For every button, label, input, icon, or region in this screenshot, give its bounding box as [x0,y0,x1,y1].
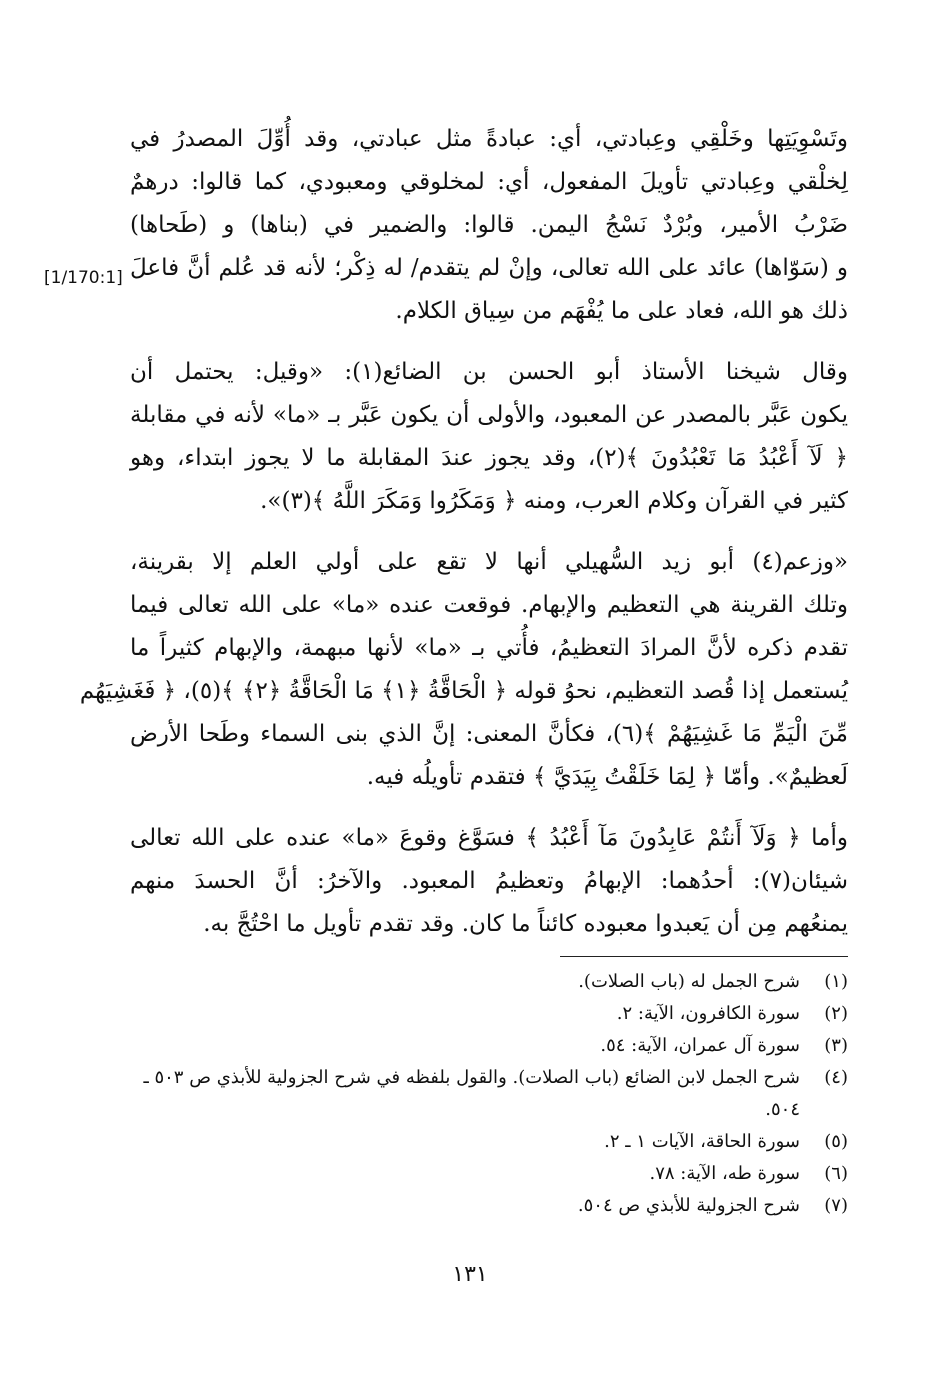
text-line: وقال شيخنا الأستاذ أبو الحسن بن الضائع(١): «وقيل: يحتمل أن [130,359,849,385]
paragraph-2 [130,351,848,523]
footnote-number: (٧) [824,1195,848,1216]
text-line: يكون عَبَّر بالمصدر عن المعبود، والأولى أن يكون عَبَّر بـ «ما» لأنه في مقابلة [130,402,848,428]
footnote-text: شرح الجمل لابن الضائع (باب الصلات). والقول بلفظه في شرح الجزولية للأبذي ص ٥٠٣ ـ ٥٠٤. [143,1067,800,1120]
paragraph-4 [130,817,848,946]
text-line: وأما ﴿ وَلَآ أَنتُمْ عَابِدُونَ مَآ أَعْبُدُ ﴾ فسَوَّغ وقوعَ «ما» عنده على الله تعالى [130,825,848,851]
text-line: كثير في القرآن وكلام العرب، ومنه ﴿ وَمَكَرُوا وَمَكَرَ اللَّهُ ﴾(٣)». [260,488,848,514]
footnote-text: سورة الكافرون، الآية: ٢. [616,1003,800,1024]
text-line: لِخلْقي وعِبادتي تأويلَ المفعول، أي: لمخلوقي ومعبودي، كما قالوا: درهمٌ [130,169,848,195]
text-line: يمنعُهم مِن أن يَعبدوا معبوده كائناً ما كان. وقد تقدم تأويل ما احْتُجَّ به. [203,911,848,937]
footnote-number: (٢) [824,1003,848,1024]
footnote [138,1190,848,1222]
footnote-text: شرح الجزولية للأبذي ص ٥٠٤. [577,1195,800,1216]
text-line: مِّنَ الْيَمِّ مَا غَشِيَهُمْ ﴾(٦)، فكأنَّ المعنى: إنَّ الذي بنى السماء وطَحا الأرض [130,721,848,747]
footnote-divider [560,956,848,957]
footnote-number: (٥) [824,1131,848,1152]
footnotes [138,966,848,1222]
footnote [138,998,848,1030]
text-line: ضَرْبُ الأمير، وبُرْدٌ نَسْجُ اليمن. قالوا: والضمير في (بناها) و (طَحاها) [130,212,848,238]
footnote [138,966,848,998]
footnote-text: شرح الجمل له (باب الصلات). [578,971,800,992]
footnote-number: (١) [824,971,848,992]
footnote [138,1126,848,1158]
text-line: «وزعم(٤) أبو زيد السُّهيلي أنها لا تقع على أولي العلم إلا بقرينة، [130,549,848,575]
footnote [138,1062,848,1126]
paragraph-3 [79,541,848,799]
footnote-number: (٣) [824,1035,848,1056]
text-line: شيئان(٧): أحدُهما: الإبهامُ وتعظيمُ المعبود. والآخرُ: أنَّ الحسدَ منهم [130,868,848,894]
footnote-text: سورة طه، الآية: ٧٨. [649,1163,800,1184]
footnote-number: (٤) [824,1067,848,1088]
text-line: ﴿ لَآ أَعْبُدُ مَا تَعْبُدُونَ ﴾(٢)، وقد يجوز عندَ المقابلة ما لا يجوز ابتداء، وهو [130,445,849,471]
footnote-text: سورة آل عمران، الآية: ٥٤. [600,1035,800,1056]
text-line: و (سَوّاها) عائد على الله تعالى، وإنْ لم يتقدم/ له ذِكْر؛ لأنه قد عُلم أنَّ فاعلَ [130,255,848,281]
footnote-text: سورة الحاقة، الآيات ١ ـ ٢. [604,1131,800,1152]
page-number: ١٣١ [452,1262,488,1287]
text-line: ذلك هو الله، فعاد على ما يُفْهَم من سِياق الكلام. [395,298,848,324]
margin-reference: [1/170:1] [44,268,123,288]
text-line: يُستعمل إذا قُصد التعظيم، نحوُ قوله ﴿ الْحَاقَّةُ ﴿١﴾ مَا الْحَاقَّةُ ﴿٢﴾ ﴾(٥)، ﴿ فَغَشِيَهُم [79,678,848,704]
text-line: وتلك القرينة هي التعظيم والإبهام. فوقعت عنده «ما» على الله تعالى فيما [130,592,848,618]
text-line: وتَسْوِيَتِها وخَلْقِي وعِبادتي، أي: عبادةً مثل عبادتي، وقد أُوِّلَ المصدرُ في [130,126,848,152]
footnote [138,1158,848,1190]
paragraph-1 [130,118,848,333]
text-line: تقدم ذكره لأنَّ المرادَ التعظيمُ، فأُتي بـ «ما» لأنها مبهمة، والإبهام كثيراً ما [130,635,848,661]
footnote [138,1030,848,1062]
footnote-number: (٦) [824,1163,848,1184]
text-line: لَعظيمٌ». وأمّا ﴿ لِمَا خَلَقْتُ بِيَدَيَّ ﴾ فتقدم تأويلُه فيه. [366,764,848,790]
